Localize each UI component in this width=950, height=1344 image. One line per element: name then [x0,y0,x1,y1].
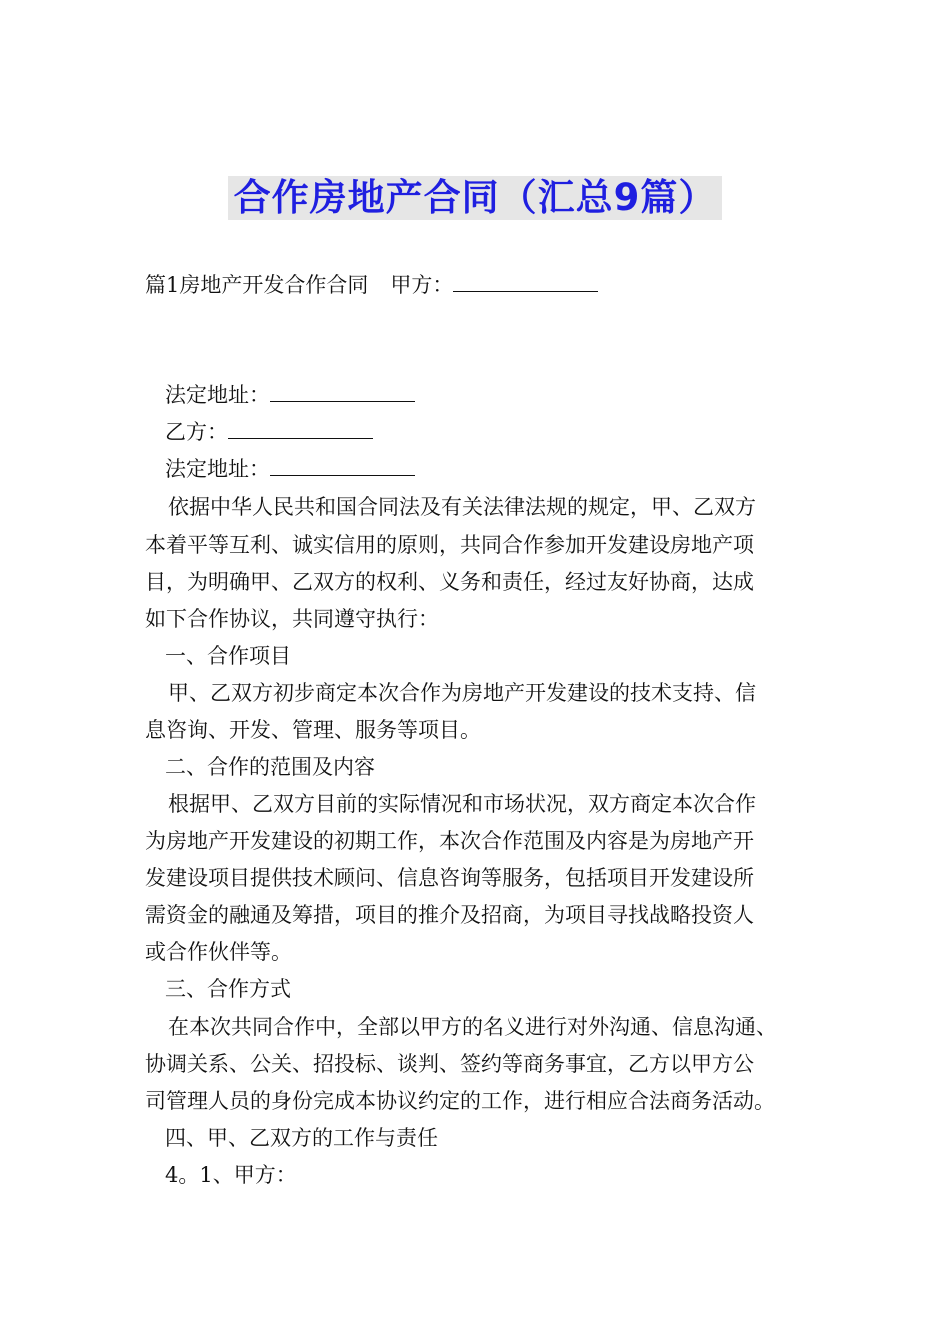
party-a-blank [453,272,598,292]
section-3-heading: 三、合作方式 [165,977,291,1001]
section-3-line-1: 在本次共同合作中，全部以甲方的名义进行对外沟通、信息沟通、 [168,1015,777,1039]
legal-address-label-2: 法定地址： [165,457,270,481]
legal-address-label-1: 法定地址： [165,383,270,407]
section-2-heading: 二、合作的范围及内容 [165,755,375,779]
title-container [0,176,950,220]
legal-address-line-1 [165,382,415,408]
section-1-line-2: 息咨询、开发、管理、服务等项目。 [145,718,481,742]
document-title: 合作房地产合同（汇总9篇） [228,176,723,220]
party-b-line [165,419,373,445]
section-3-line-2: 协调关系、公关、招投标、谈判、签约等商务事宜，乙方以甲方公 [145,1052,754,1076]
intro-line-1: 依据中华人民共和国合同法及有关法律法规的规定，甲、乙双方 [168,495,756,519]
section-2-line-5: 或合作伙伴等。 [145,940,292,964]
section-4-1: 4。1、甲方： [165,1163,297,1187]
header-line [145,272,598,298]
party-b-label: 乙方： [165,420,228,444]
section-4-heading: 四、甲、乙双方的工作与责任 [165,1126,438,1150]
section-1-heading: 一、合作项目 [165,644,291,668]
section-3-line-3: 司管理人员的身份完成本协议约定的工作，进行相应合法商务活动。 [145,1089,775,1113]
part-label: 篇1房地产开发合作合同 [145,273,369,297]
party-a-label: 甲方： [390,273,454,297]
intro-line-4: 如下合作协议，共同遵守执行： [145,607,439,631]
legal-address-line-2 [165,456,415,482]
intro-line-3: 目，为明确甲、乙双方的权利、义务和责任，经过友好协商，达成 [145,570,754,594]
section-2-line-4: 需资金的融通及筹措，项目的推介及招商，为项目寻找战略投资人 [145,903,754,927]
intro-line-2: 本着平等互利、诚实信用的原则，共同合作参加开发建设房地产项 [145,533,754,557]
section-2-line-1: 根据甲、乙双方目前的实际情况和市场状况，双方商定本次合作 [168,792,756,816]
section-2-line-2: 为房地产开发建设的初期工作，本次合作范围及内容是为房地产开 [145,829,754,853]
section-1-line-1: 甲、乙双方初步商定本次合作为房地产开发建设的技术支持、信 [168,681,756,705]
section-2-line-3: 发建设项目提供技术顾问、信息咨询等服务，包括项目开发建设所 [145,866,754,890]
legal-address-blank-2 [270,456,415,476]
legal-address-blank-1 [270,382,415,402]
party-b-blank [228,419,373,439]
